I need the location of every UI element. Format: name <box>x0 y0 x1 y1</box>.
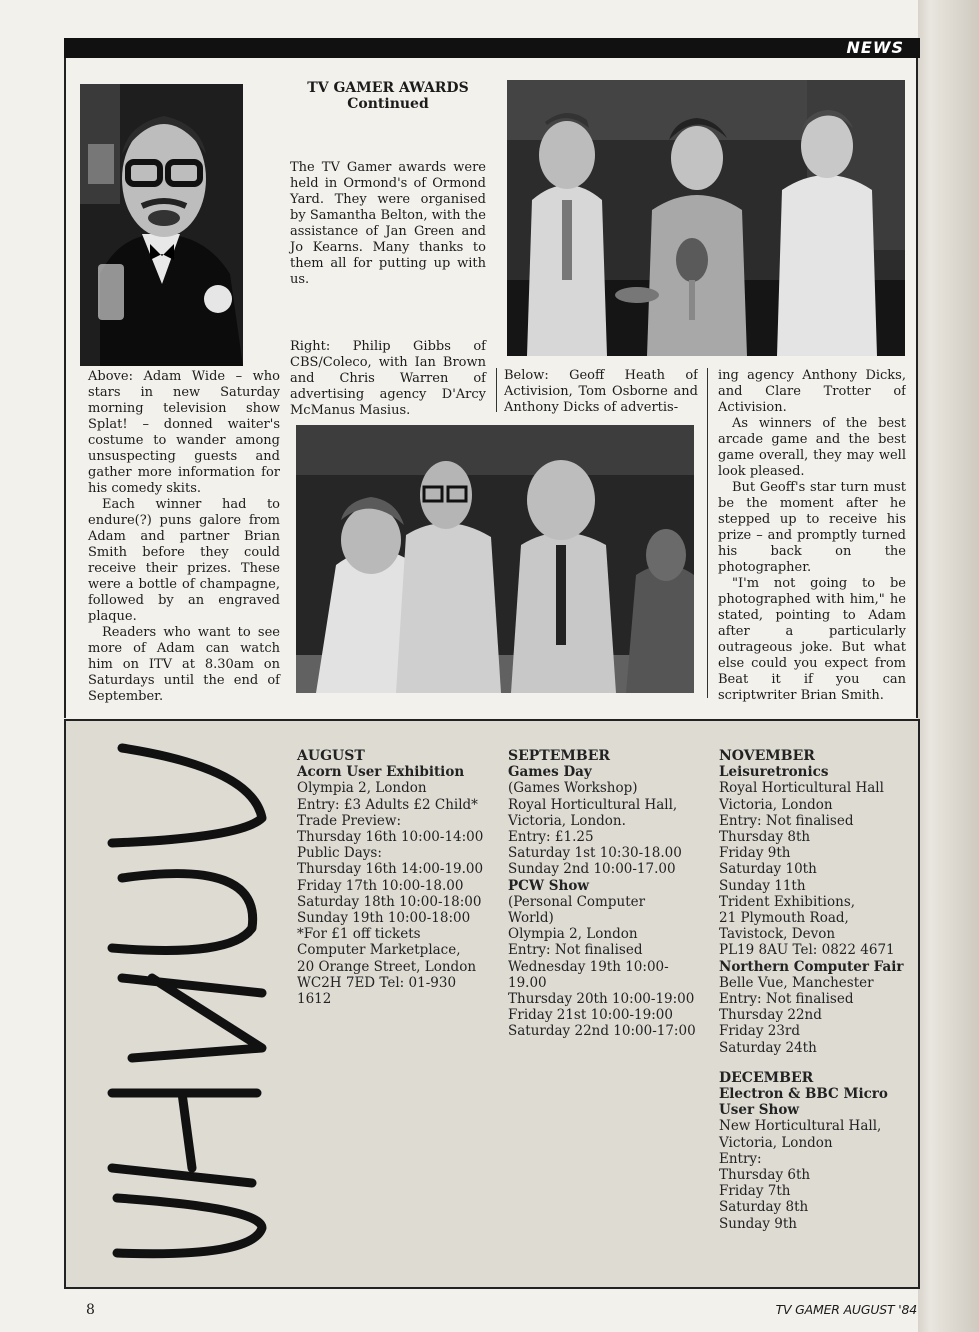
december-line: Thursday 6th <box>719 1167 811 1184</box>
september-line: (Games Workshop) <box>508 780 638 797</box>
caption-below-continued: ing agency Anthony Dicks, and Clare Trotter of Activision. <box>718 368 906 415</box>
september-line: Olympia 2, London <box>508 926 638 943</box>
november-line: Friday 9th <box>719 845 791 862</box>
photo-adam-wide <box>80 84 243 366</box>
september-line: Royal Horticultural Hall, <box>508 796 678 813</box>
paragraph-quote: "I'm not going to be photographed with him," he stated, pointing to Adam after a particularly outrageous joke. But what else could you expect from Beat it if you can scriptwriter Brian Smith. <box>718 576 906 703</box>
paragraph-readers: Readers who want to see more of Adam can watch him on ITV at 8.30am on Saturdays until the end of September. <box>88 625 280 704</box>
november-line: Saturday 24th <box>719 1039 817 1056</box>
december-line: Sunday 9th <box>719 1215 797 1232</box>
november-line: Royal Horticultural Hall <box>719 780 884 797</box>
section-header-bar <box>64 38 920 58</box>
november-line: Friday 23rd <box>719 1023 801 1040</box>
adjacent-page-edge <box>918 0 979 1332</box>
paragraph-geoff-star-turn: But Geoff's star turn must be the moment after he stepped up to receive his prize – and promptly turned his back on the photographer. <box>718 480 906 575</box>
september-line: Wednesday 19th 10:00- <box>508 958 669 975</box>
august-line: WC2H 7ED Tel: 01-930 <box>297 974 457 991</box>
august-line: Olympia 2, London <box>297 780 427 797</box>
headline-title: TV GAMER AWARDS <box>307 80 469 96</box>
page-number: 8 <box>86 1302 95 1318</box>
november-line: Entry: Not finalised <box>719 812 854 829</box>
november-line: Thursday 8th <box>719 829 811 846</box>
december-month: DECEMBER <box>719 1069 814 1086</box>
september-line: World) <box>508 910 554 927</box>
article-intro <box>290 160 486 288</box>
august-line: 20 Orange Street, London <box>297 958 477 975</box>
september-line: Victoria, London. <box>508 812 626 829</box>
caption-below-part <box>504 368 698 416</box>
august-line: Saturday 18th 10:00-18:00 <box>297 893 482 910</box>
december-event: Electron & BBC Micro User Show <box>719 1086 888 1119</box>
november-line: Thursday 22nd <box>719 1007 822 1024</box>
september-line: Saturday 22nd 10:00-17:00 <box>508 1023 696 1040</box>
november-line: Tavistock, Devon <box>719 926 836 943</box>
photo-award-group-right <box>507 80 905 356</box>
august-line: Friday 17th 10:00-18.00 <box>297 877 464 894</box>
diary-script-logo <box>92 728 282 1268</box>
diary-september <box>508 748 704 1040</box>
september-line: (Personal Computer <box>508 893 646 910</box>
caption-right-text: Right: Philip Gibbs of CBS/Coleco, with Ian Brown and Chris Warren of advertising agency D'Arcy McManus Masius. <box>290 339 486 418</box>
caption-above-text: Above: Adam Wide – who stars in new Saturday morning television show Splat! – donned waiter's costume to wander among unsuspecting guests and gather more information for his comedy skits. <box>88 369 280 496</box>
august-line: Computer Marketplace, <box>297 942 461 959</box>
december-line: Saturday 8th <box>719 1199 809 1216</box>
diary-august <box>297 748 493 1007</box>
november-event-leisuretronics: Leisuretronics <box>719 764 829 781</box>
november-line: Belle Vue, Manchester <box>719 974 874 991</box>
article-headline <box>290 80 486 112</box>
september-line: Friday 21st 10:00-19:00 <box>508 1007 673 1024</box>
section-label: NEWS <box>846 38 904 57</box>
august-line: Thursday 16th 10:00-14:00 <box>297 829 484 846</box>
november-event-northern-computer-fair: Northern Computer Fair <box>719 958 904 975</box>
september-line: 19.00 <box>508 974 547 991</box>
column-rule-1 <box>496 368 497 412</box>
august-line: Entry: £3 Adults £2 Child* <box>297 796 478 813</box>
diary-november-december <box>719 748 911 1232</box>
august-line: *For £1 off tickets <box>297 926 421 943</box>
november-line: Trident Exhibitions, <box>719 893 856 910</box>
photo-award-group-below <box>296 425 694 693</box>
december-line: Entry: <box>719 1150 762 1167</box>
august-event: Acorn User Exhibition <box>297 764 465 781</box>
december-line: New Horticultural Hall, <box>719 1118 882 1135</box>
publication-footer: TV GAMER AUGUST '84 <box>775 1302 917 1317</box>
september-month: SEPTEMBER <box>508 748 611 764</box>
august-line: Trade Preview: <box>297 812 401 829</box>
august-month: AUGUST <box>297 748 365 764</box>
right-column-text <box>718 368 906 704</box>
september-line: Thursday 20th 10:00-19:00 <box>508 991 695 1008</box>
september-event-pcw-show: PCW Show <box>508 877 589 894</box>
caption-below-text: Below: Geoff Heath of Activision, Tom Osborne and Anthony Dicks of advertis- <box>504 368 698 415</box>
december-line: Victoria, London <box>719 1134 833 1151</box>
november-line: Sunday 11th <box>719 877 806 894</box>
november-month: NOVEMBER <box>719 748 815 764</box>
september-event-games-day: Games Day <box>508 764 592 781</box>
december-line: Friday 7th <box>719 1183 791 1200</box>
paragraph-winners-pleased: As winners of the best arcade game and the best game overall, they may well look pleased. <box>718 416 906 479</box>
headline-subtitle: Continued <box>347 96 429 112</box>
november-line: 21 Plymouth Road, <box>719 910 849 927</box>
month-spacer <box>719 1056 911 1070</box>
november-line: Entry: Not finalised <box>719 991 854 1008</box>
november-line: Saturday 10th <box>719 861 817 878</box>
september-line: Saturday 1st 10:30-18.00 <box>508 845 682 862</box>
august-line: 1612 <box>297 991 332 1008</box>
august-line: Public Days: <box>297 845 382 862</box>
september-line: Entry: £1.25 <box>508 829 594 846</box>
november-line: Victoria, London <box>719 796 833 813</box>
august-line: Sunday 19th 10:00-18:00 <box>297 910 471 927</box>
september-line: Sunday 2nd 10:00-17.00 <box>508 861 676 878</box>
september-line: Entry: Not finalised <box>508 942 643 959</box>
august-line: Thursday 16th 14:00-19.00 <box>297 861 484 878</box>
paragraph-each-winner: Each winner had to endure(?) puns galore from Adam and partner Brian Smith before they could receive their prizes. These were a bottle of champagne, followed by an engraved plaque. <box>88 497 280 624</box>
intro-paragraph: The TV Gamer awards were held in Ormond's of Ormond Yard. They were organised by Samantha Belton, with the assistance of Jan Green and Jo Kearns. Many thanks to them all for putting up with us. <box>290 160 486 287</box>
caption-right <box>290 339 486 419</box>
column-rule-2 <box>707 368 708 698</box>
left-column-text <box>88 369 280 705</box>
november-line: PL19 8AU Tel: 0822 4671 <box>719 942 895 959</box>
